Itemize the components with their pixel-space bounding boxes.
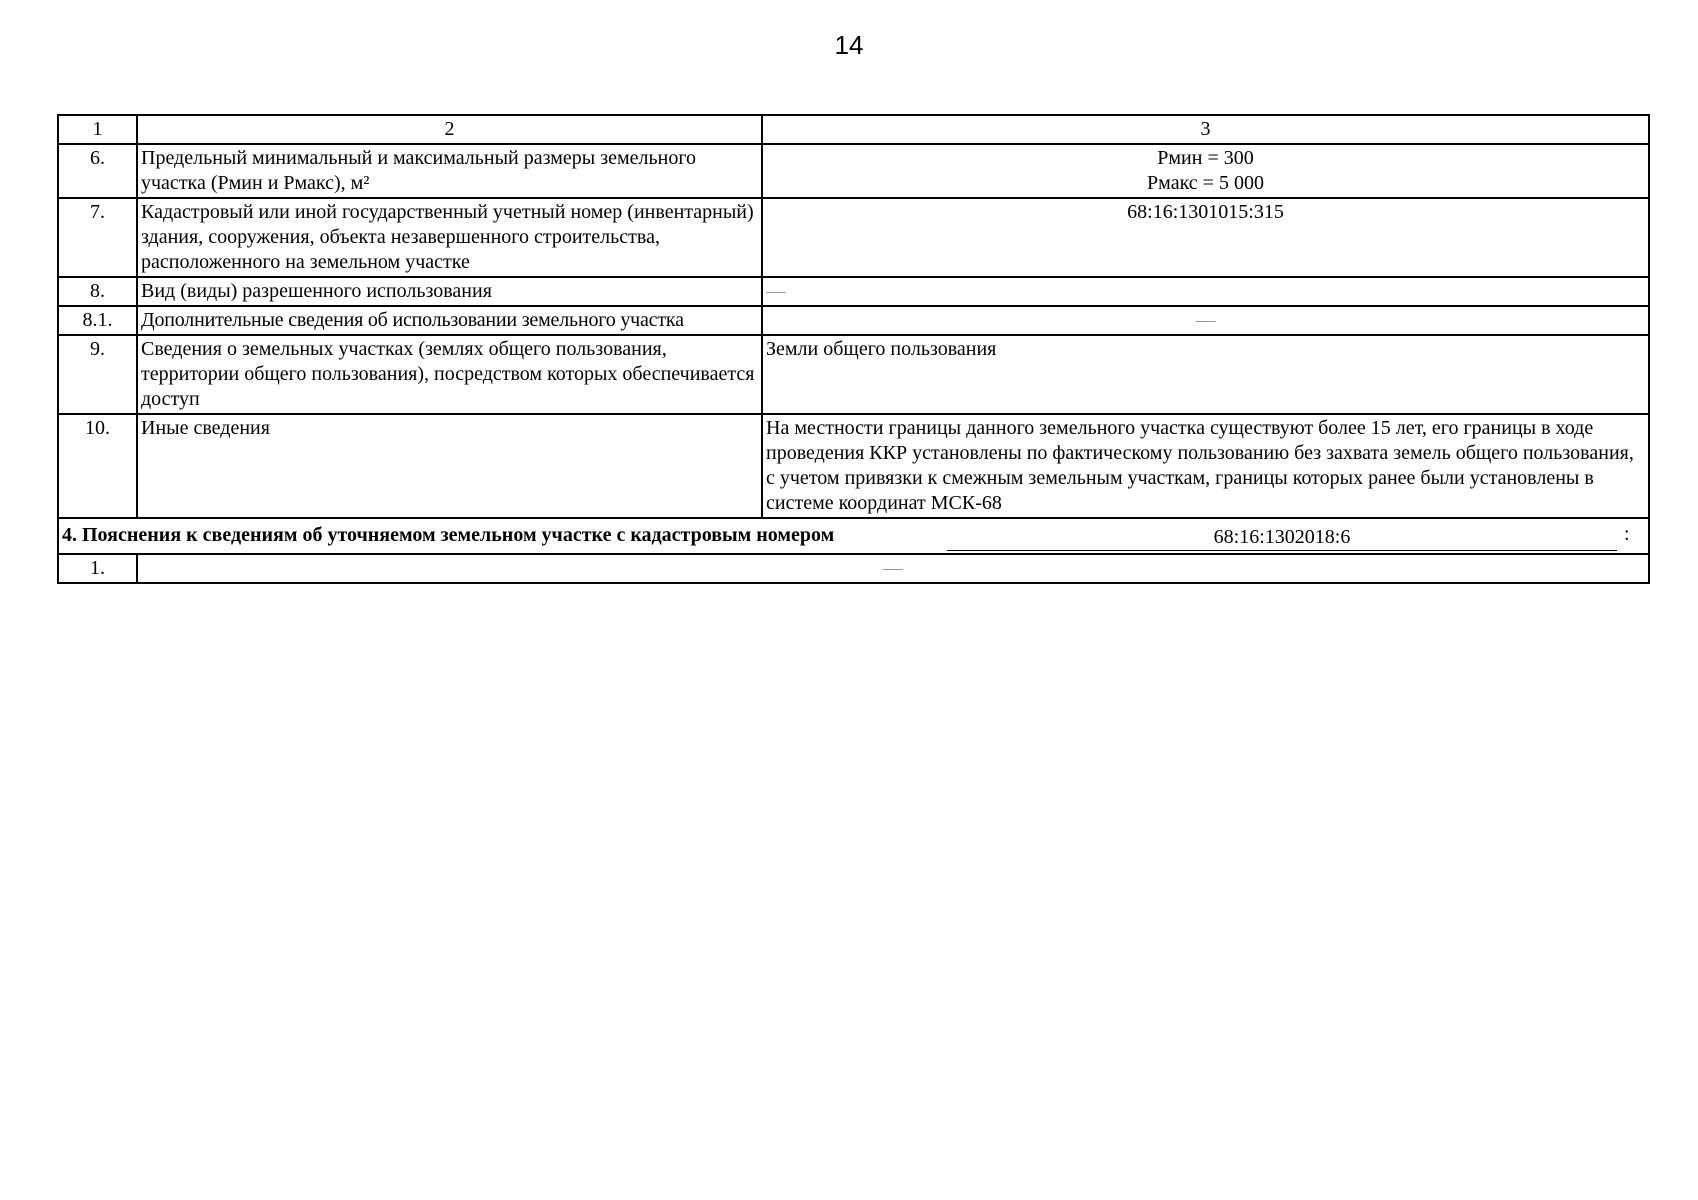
cadastral-number: 68:16:1302018:6 (947, 524, 1617, 551)
land-plot-info-table (57, 114, 1650, 584)
row-number: 1. (58, 554, 137, 583)
table-row (58, 144, 1649, 198)
row-value: 68:16:1301015:315 (762, 198, 1649, 277)
row-number: 9. (58, 335, 137, 414)
row-label: Дополнительные сведения об использовании земельного участка (137, 306, 762, 335)
table-row (58, 306, 1649, 335)
table-row (58, 554, 1649, 583)
row-value (137, 554, 1649, 583)
table-row (58, 277, 1649, 306)
table-row (58, 414, 1649, 518)
row-number: 8.1. (58, 306, 137, 335)
empty-dash: — (1195, 309, 1216, 331)
row-label: Иные сведения (137, 414, 762, 518)
row-label: Предельный минимальный и максимальный размеры земельного участка (Рмин и Рмакс), м² (137, 144, 762, 198)
page-number: 14 (834, 30, 864, 60)
row-value (762, 306, 1649, 335)
area-max-value: Рмакс = 5 000 (1147, 172, 1264, 194)
header-row (58, 115, 1649, 144)
section-4-header (58, 518, 1649, 554)
area-min-value: Рмин = 300 (1157, 147, 1254, 169)
row-label: Сведения о земельных участках (землях общего пользования, территории общего пользования), посредством которых обеспечивается доступ (137, 335, 762, 414)
row-value: Земли общего пользования (762, 335, 1649, 414)
row-number: 6. (58, 144, 137, 198)
row-number: 7. (58, 198, 137, 277)
table-row (58, 198, 1649, 277)
row-number: 8. (58, 277, 137, 306)
row-label: Кадастровый или иной государственный учетный номер (инвентарный) здания, сооружения, объекта незавершенного строительства, расположенного на земельном участке (137, 198, 762, 277)
row-number: 10. (58, 414, 137, 518)
section-colon: : (1624, 523, 1630, 545)
empty-dash: — (883, 557, 903, 579)
row-value: На местности границы данного земельного участка существуют более 15 лет, его границы в ходе проведения ККР установлены по фактическому пользованию без захвата земель общего пользования, с учетом привязки к смежным земельным участкам, границы которых ранее были установлены в системе координат МСК-68 (762, 414, 1649, 518)
empty-dash: — (766, 280, 786, 302)
section-header-row (58, 518, 1649, 554)
section-4-title: 4. Пояснения к сведениям об уточняемом земельном участке с кадастровым номером (62, 524, 835, 546)
column-number-3: 3 (762, 115, 1649, 144)
row-value (762, 144, 1649, 198)
table-row (58, 335, 1649, 414)
column-number-2: 2 (137, 115, 762, 144)
column-number-1: 1 (58, 115, 137, 144)
row-value (762, 277, 1649, 306)
row-label: Вид (виды) разрешенного использования (137, 277, 762, 306)
